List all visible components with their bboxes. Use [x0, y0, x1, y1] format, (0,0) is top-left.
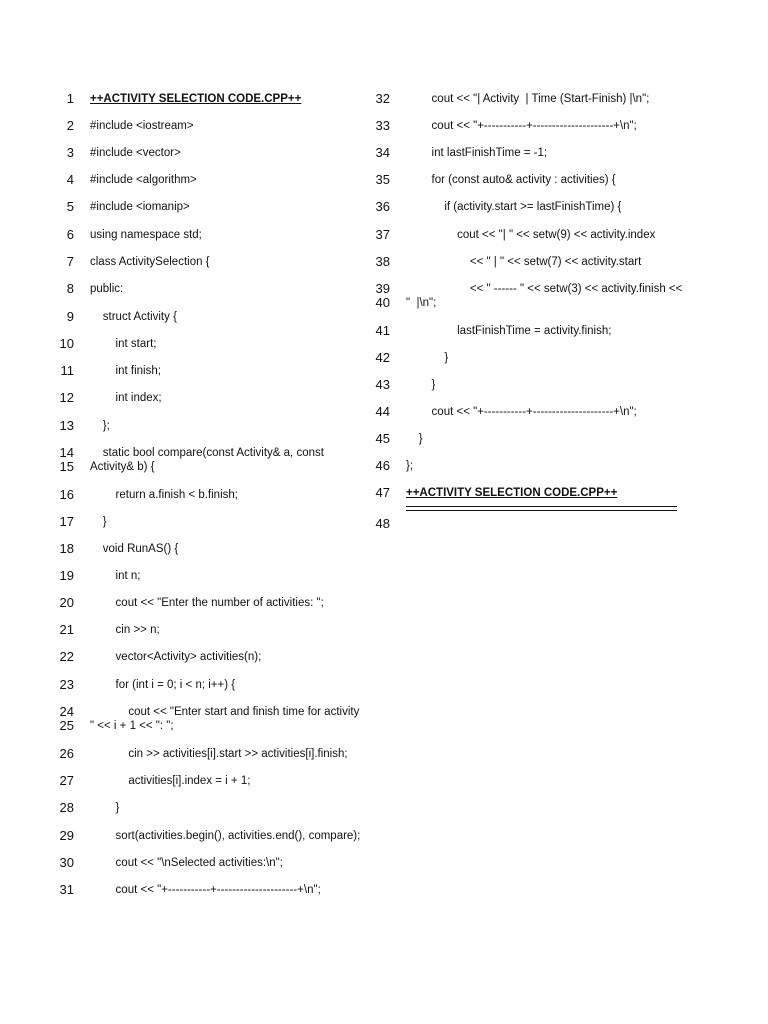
line-number: 29 [59, 828, 74, 843]
code-text: int start; [90, 338, 157, 350]
code-line [366, 119, 696, 135]
code-line [50, 364, 380, 380]
line-number: 18 [59, 541, 74, 556]
line-number: 12 [59, 390, 74, 405]
code-text: #include <algorithm> [90, 174, 197, 186]
code-text: cin >> activities[i].start >> activities[i].finish; [90, 748, 348, 760]
code-text: Activity& b) { [90, 461, 155, 473]
line-number: 36 [375, 199, 390, 214]
code-line [50, 542, 380, 558]
code-text: int index; [90, 392, 162, 404]
code-text: cout << "| Activity | Time (Start-Finish) |\n"; [406, 93, 650, 105]
code-line [50, 146, 380, 162]
line-number: 38 [375, 254, 390, 269]
code-line [366, 324, 696, 340]
line-number: 28 [59, 800, 74, 815]
code-text: << " | " << setw(7) << activity.start [406, 256, 642, 268]
code-text: cin >> n; [90, 624, 160, 636]
line-number: 31 [59, 882, 74, 897]
code-text: class ActivitySelection { [90, 256, 210, 268]
code-line [50, 460, 380, 476]
code-text: cout << "\nSelected activities:\n"; [90, 857, 283, 869]
line-number: 34 [375, 145, 390, 160]
code-line [50, 569, 380, 585]
line-number: 4 [66, 172, 74, 187]
code-line [366, 486, 696, 502]
code-text: int lastFinishTime = -1; [406, 147, 548, 159]
line-number: 48 [375, 516, 390, 531]
code-text: } [406, 379, 436, 391]
line-number: 35 [375, 172, 390, 187]
line-number: 42 [375, 350, 390, 365]
code-line [50, 829, 380, 845]
code-line [366, 405, 696, 421]
code-line [366, 296, 696, 312]
code-line [50, 623, 380, 639]
code-text: for (int i = 0; i < n; i++) { [90, 679, 236, 691]
code-text: } [90, 516, 107, 528]
closing-underline-top [406, 506, 677, 507]
code-text: cout << "Enter start and finish time for activity [90, 706, 360, 718]
code-text: static bool compare(const Activity& a, const [90, 447, 324, 459]
code-text: lastFinishTime = activity.finish; [406, 325, 612, 337]
line-number: 44 [375, 404, 390, 419]
code-line [366, 432, 696, 448]
code-text: void RunAS() { [90, 543, 179, 555]
code-line [50, 228, 380, 244]
code-line [50, 650, 380, 666]
line-number: 25 [59, 718, 74, 733]
code-line [50, 719, 380, 735]
line-number: 45 [375, 431, 390, 446]
code-line [50, 391, 380, 407]
code-text: ++ACTIVITY SELECTION CODE.CPP++ [406, 487, 618, 499]
code-line [50, 856, 380, 872]
code-line [50, 488, 380, 504]
line-number: 6 [66, 227, 74, 242]
code-text: }; [406, 460, 414, 472]
code-text: if (activity.start >= lastFinishTime) { [406, 201, 622, 213]
line-number: 47 [375, 485, 390, 500]
code-line [50, 173, 380, 189]
line-number: 40 [375, 295, 390, 310]
code-text: for (const auto& activity : activities) { [406, 174, 616, 186]
line-number: 24 [59, 704, 74, 719]
line-number: 32 [375, 91, 390, 106]
code-line [366, 173, 696, 189]
code-text: #include <iostream> [90, 120, 194, 132]
code-line [366, 378, 696, 394]
line-number: 23 [59, 677, 74, 692]
code-text: #include <iomanip> [90, 201, 190, 213]
line-number: 13 [59, 418, 74, 433]
code-text: cout << "| " << setw(9) << activity.index [406, 229, 656, 241]
code-text: sort(activities.begin(), activities.end(), compare); [90, 830, 361, 842]
code-text: using namespace std; [90, 229, 202, 241]
line-number: 2 [66, 118, 74, 133]
code-text: public: [90, 283, 124, 295]
line-number: 33 [375, 118, 390, 133]
code-text: " << i + 1 << ": "; [90, 720, 174, 732]
line-number: 37 [375, 227, 390, 242]
code-text: << " ------ " << setw(3) << activity.finish << [406, 283, 683, 295]
line-number: 27 [59, 773, 74, 788]
line-number: 17 [59, 514, 74, 529]
code-text: #include <vector> [90, 147, 181, 159]
code-line [50, 801, 380, 817]
line-number: 7 [66, 254, 74, 269]
code-text: }; [90, 420, 110, 432]
line-number: 15 [59, 459, 74, 474]
code-line [50, 883, 380, 899]
line-number: 43 [375, 377, 390, 392]
code-text: " |\n"; [406, 297, 437, 309]
line-number: 16 [59, 487, 74, 502]
code-text: cout << "+-----------+---------------------+\n"; [406, 406, 637, 418]
closing-underline-bottom [406, 510, 677, 511]
line-number: 9 [66, 309, 74, 324]
line-number: 30 [59, 855, 74, 870]
code-line [50, 310, 380, 326]
line-number: 19 [59, 568, 74, 583]
code-line [366, 200, 696, 216]
code-text: int n; [90, 570, 141, 582]
line-number: 11 [60, 363, 74, 378]
code-line [50, 515, 380, 531]
code-text: struct Activity { [90, 311, 177, 323]
code-line [50, 747, 380, 763]
code-text: return a.finish < b.finish; [90, 489, 238, 501]
code-line [50, 419, 380, 435]
line-number: 5 [66, 199, 74, 214]
code-line [50, 200, 380, 216]
code-text: } [406, 433, 423, 445]
code-text: cout << "+-----------+---------------------+\n"; [406, 120, 637, 132]
code-line [50, 119, 380, 135]
code-line [50, 282, 380, 298]
line-number: 21 [59, 622, 74, 637]
line-number: 8 [66, 281, 74, 296]
code-text: ++ACTIVITY SELECTION CODE.CPP++ [90, 93, 302, 105]
code-text: } [90, 802, 120, 814]
code-text: } [406, 352, 449, 364]
code-text: cout << "+-----------+---------------------+\n"; [90, 884, 321, 896]
code-text: activities[i].index = i + 1; [90, 775, 251, 787]
code-text: vector<Activity> activities(n); [90, 651, 262, 663]
line-number: 14 [59, 445, 74, 460]
code-line [366, 146, 696, 162]
code-line [50, 678, 380, 694]
code-line [366, 255, 696, 271]
code-line [366, 351, 696, 367]
code-line [50, 337, 380, 353]
line-number: 39 [375, 281, 390, 296]
code-line [366, 228, 696, 244]
code-line [366, 92, 696, 108]
line-number: 1 [66, 91, 74, 106]
code-text: cout << "Enter the number of activities: "; [90, 597, 324, 609]
line-number: 41 [375, 323, 390, 338]
code-line [50, 255, 380, 271]
code-line [50, 774, 380, 790]
line-number: 22 [59, 649, 74, 664]
code-line [50, 596, 380, 612]
line-number: 46 [375, 458, 390, 473]
line-number: 10 [59, 336, 74, 351]
code-text: int finish; [90, 365, 161, 377]
code-line [50, 92, 380, 108]
line-number: 20 [59, 595, 74, 610]
line-number: 26 [59, 746, 74, 761]
code-line [366, 459, 696, 475]
line-number: 3 [66, 145, 74, 160]
code-line [366, 517, 696, 533]
